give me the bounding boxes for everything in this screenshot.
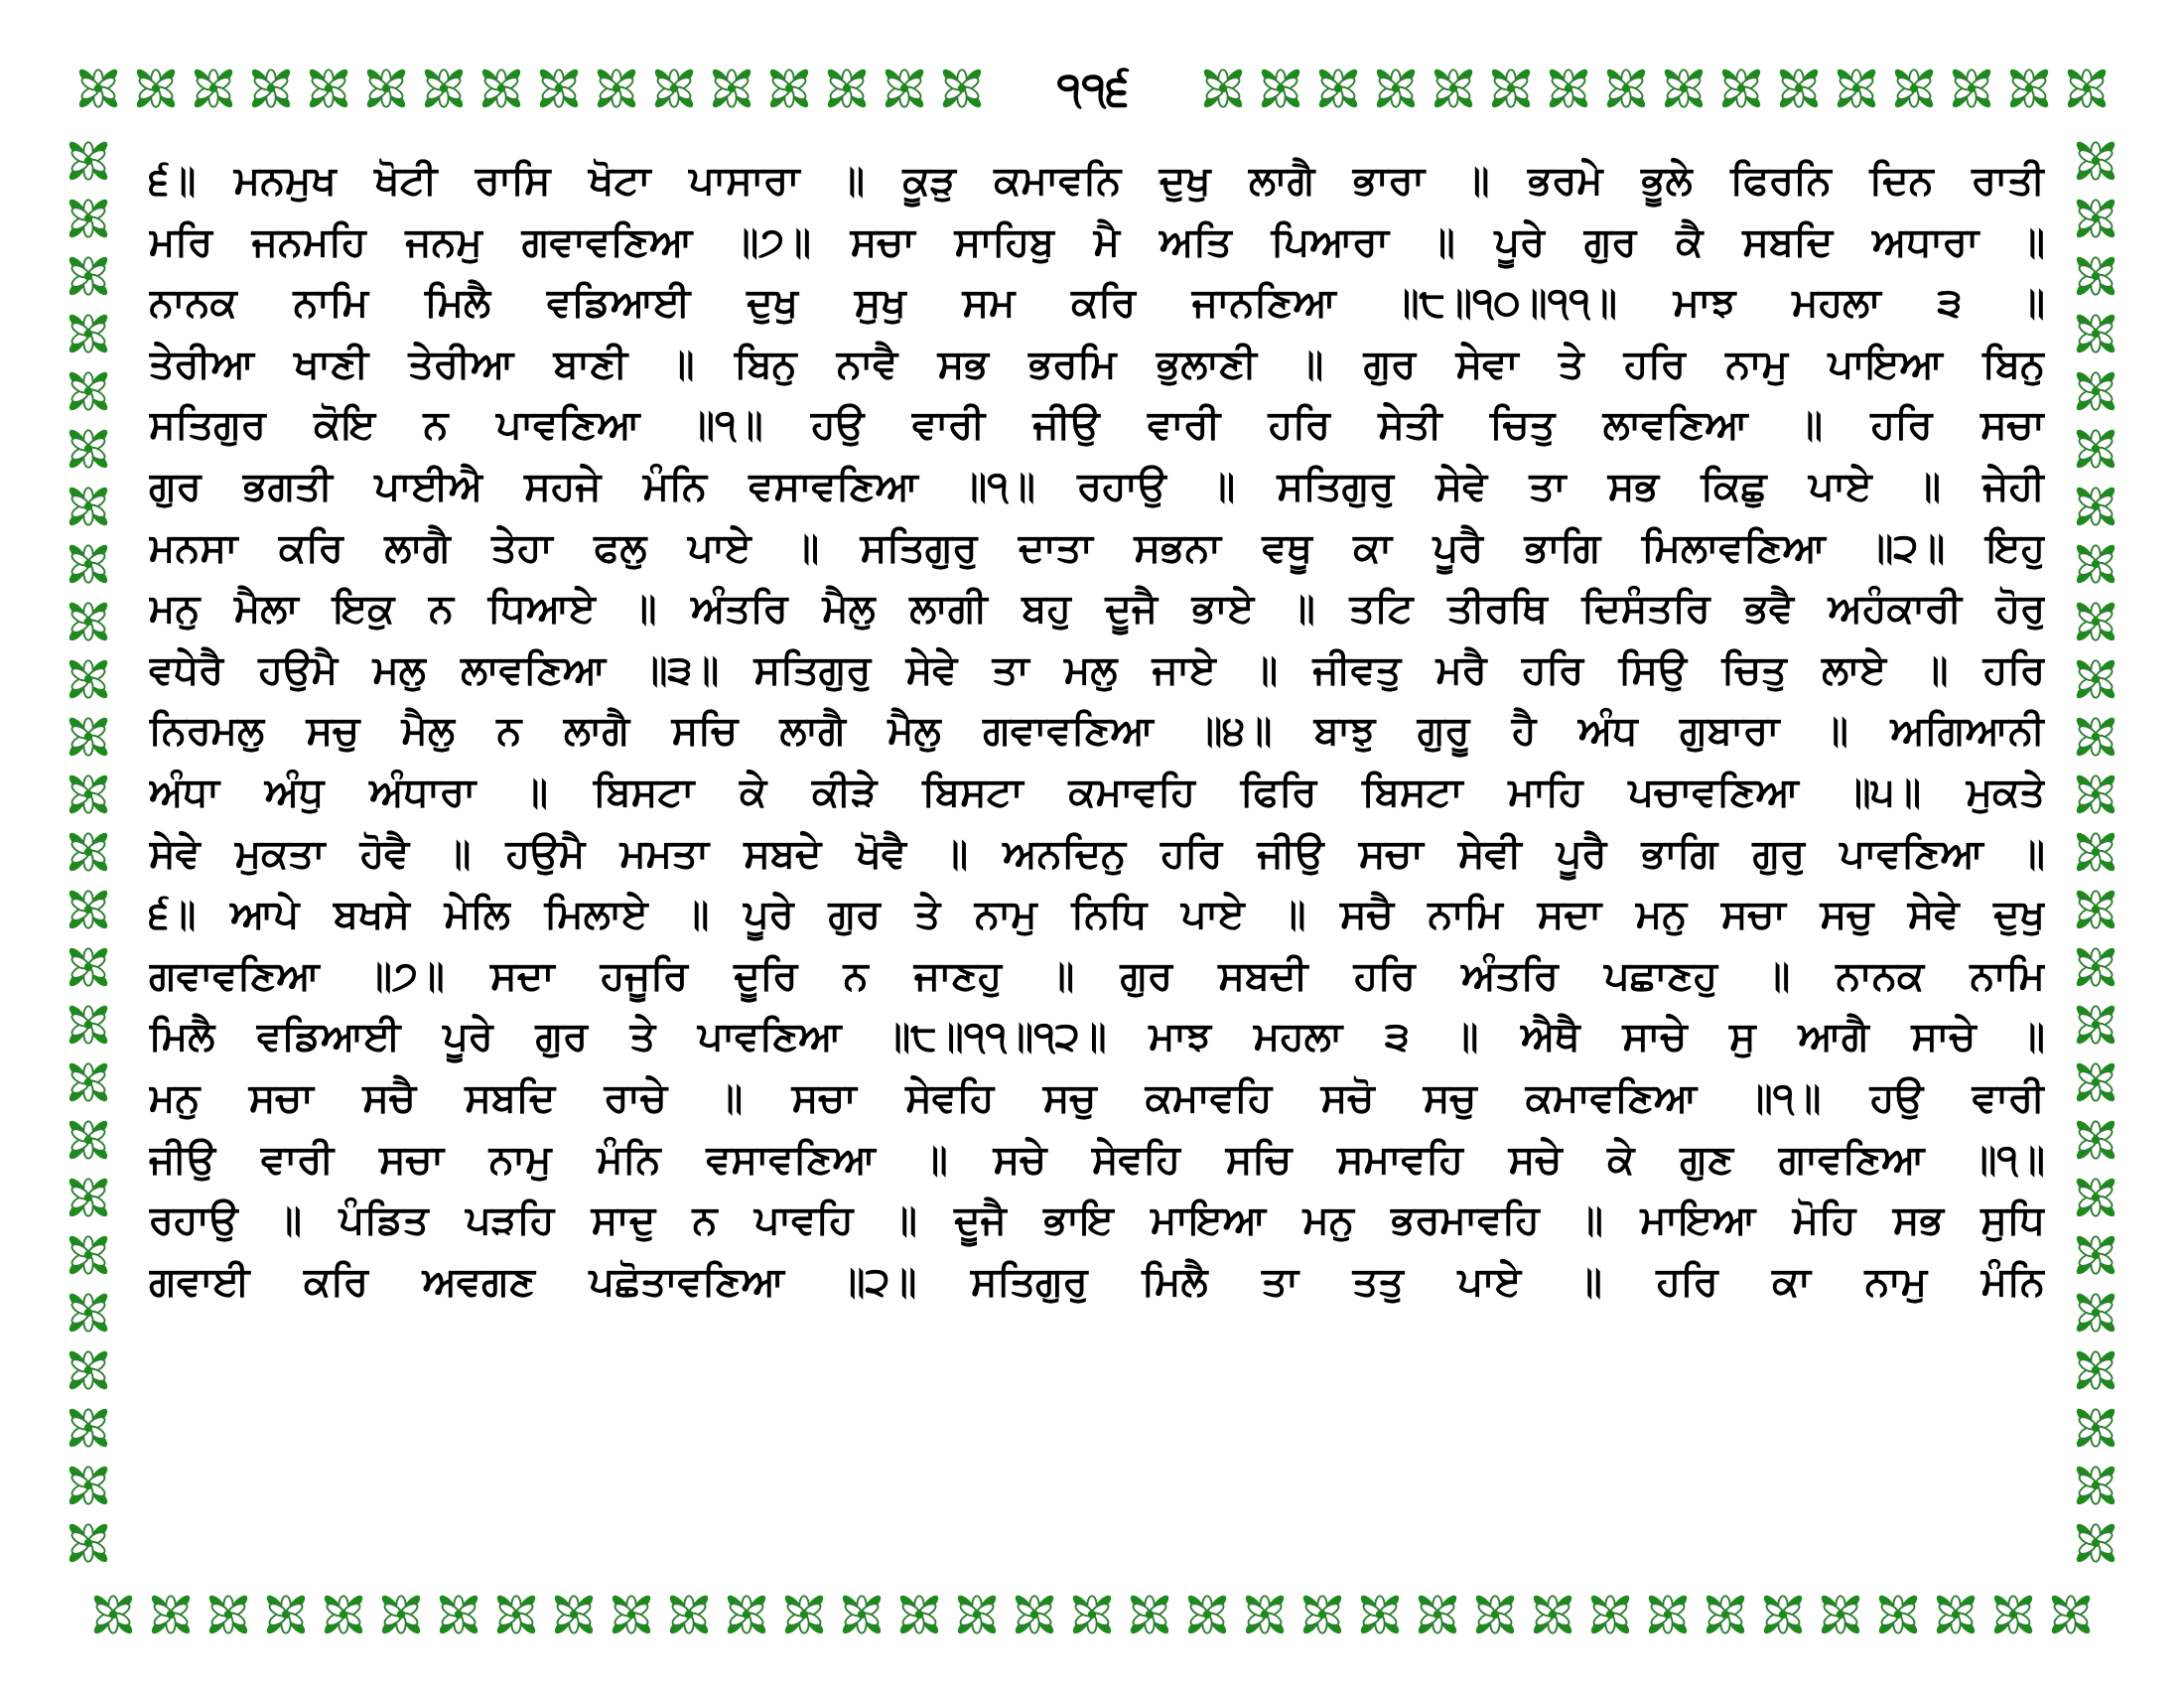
flower-icon	[2068, 1170, 2123, 1225]
text-line: ਸਤਿਗੁਰ ਕੋਇ ਨ ਪਾਵਣਿਆ ॥੧॥ ਹਉ ਵਾਰੀ ਜੀਉ ਵਾਰੀ ਹਰਿ ਸੇਤੀ ਚਿਤੁ ਲਾਵਣਿਆ ॥ ਹਰਿ ਸਚਾ	[149, 402, 2045, 449]
flower-icon	[2068, 1112, 2123, 1168]
flower-icon	[604, 1587, 659, 1642]
flower-icon	[1713, 61, 1769, 116]
flower-icon	[1064, 1587, 1120, 1642]
flower-icon	[243, 61, 299, 116]
flower-icon	[2068, 1055, 2123, 1110]
flower-icon	[1426, 61, 1481, 116]
flower-icon	[358, 61, 414, 116]
flower-icon	[2068, 1458, 2123, 1513]
flower-icon	[128, 61, 184, 116]
flower-icon	[834, 1587, 889, 1642]
flower-icon	[2068, 421, 2123, 477]
flower-icon	[2068, 651, 2123, 707]
flower-icon	[546, 1587, 602, 1642]
flower-icon	[474, 61, 529, 116]
flower-icon	[934, 61, 990, 116]
flower-icon	[877, 61, 932, 116]
text-line: ਮਰਿ ਜਨਮਹਿ ਜਨਮੁ ਗਵਾਵਣਿਆ ॥੭॥ ਸਚਾ ਸਾਹਿਬੁ ਮੈ ਅਤਿ ਪਿਆਰਾ ॥ ਪੂਰੇ ਗੁਰ ਕੈ ਸਬਦਿ ਅਧਾਰਾ ॥	[149, 218, 2045, 265]
flower-icon	[61, 191, 116, 246]
flower-icon	[1122, 1587, 1177, 1642]
flower-icon	[1179, 1587, 1235, 1642]
flower-icon	[186, 61, 241, 116]
flower-icon	[719, 1587, 774, 1642]
flower-icon	[61, 306, 116, 361]
flower-icon	[949, 1587, 1005, 1642]
flower-icon	[61, 1170, 116, 1225]
flower-icon	[2068, 1285, 2123, 1340]
text-line: ਗਵਾਈ ਕਰਿ ਅਵਗਣ ਪਛੋਤਾਵਣਿਆ ॥੨॥ ਸਤਿਗੁਰੁ ਮਿਲੈ ਤਾ ਤਤੁ ਪਾਏ ॥ ਹਰਿ ਕਾ ਨਾਮੁ ਮੰਨਿ	[149, 1258, 2045, 1305]
flower-icon	[61, 651, 116, 707]
flower-icon	[301, 61, 356, 116]
flower-icon	[61, 882, 116, 937]
flower-icon	[1640, 1587, 1696, 1642]
flower-icon	[61, 1515, 116, 1571]
flower-icon	[2068, 248, 2123, 304]
flower-icon	[61, 479, 116, 534]
flower-icon	[61, 133, 116, 189]
text-line: ਅੰਧਾ ਅੰਧੁ ਅੰਧਾਰਾ ॥ ਬਿਸਟਾ ਕੇ ਕੀੜੇ ਬਿਸਟਾ ਕਮਾਵਹਿ ਫਿਰਿ ਬਿਸਟਾ ਮਾਹਿ ਪਚਾਵਣਿਆ ॥੫॥ ਮੁਕਤੇ	[149, 769, 2045, 815]
flower-icon	[2068, 536, 2123, 592]
flower-icon	[61, 1055, 116, 1110]
flower-icon	[1813, 1587, 1868, 1642]
text-line: ਗਵਾਵਣਿਆ ॥੭॥ ਸਦਾ ਹਜੂਰਿ ਦੂਰਿ ਨ ਜਾਣਹੁ ॥ ਗੁਰ ਸਬਦੀ ਹਰਿ ਅੰਤਰਿ ਪਛਾਣਹੁ ॥ ਨਾਨਕ ਨਾਮਿ	[149, 952, 2045, 999]
text-line: ਨਿਰਮਲੁ ਸਚੁ ਮੈਲੁ ਨ ਲਾਗੈ ਸਚਿ ਲਾਗੈ ਮੈਲੁ ਗਵਾਵਣਿਆ ॥੪॥ ਬਾਝੁ ਗੁਰੂ ਹੈ ਅੰਧ ਗੁਬਾਰਾ ॥ ਅਗਿਆਨੀ	[149, 708, 2045, 755]
flower-icon	[704, 61, 759, 116]
flower-icon	[61, 594, 116, 649]
flower-icon	[61, 997, 116, 1053]
flower-icon	[761, 61, 817, 116]
flower-icon	[2068, 1515, 2123, 1571]
flower-icon	[1467, 1587, 1523, 1642]
flower-icon	[61, 824, 116, 880]
flower-icon	[1755, 1587, 1811, 1642]
flower-icon	[201, 1587, 256, 1642]
flower-icon	[1525, 1587, 1580, 1642]
flower-icon	[61, 1342, 116, 1398]
flower-icon	[1295, 1587, 1350, 1642]
flower-icon	[2068, 709, 2123, 765]
flower-icon	[1771, 61, 1827, 116]
border-right	[2065, 119, 2126, 1584]
flower-icon	[70, 61, 126, 116]
flower-icon	[819, 61, 875, 116]
flower-icon	[2068, 363, 2123, 419]
flower-icon	[2068, 1400, 2123, 1456]
flower-icon	[416, 61, 472, 116]
flower-icon	[61, 248, 116, 304]
flower-icon	[488, 1587, 544, 1642]
page-number: ੧੧੬	[1056, 62, 1130, 115]
flower-icon	[2059, 61, 2115, 116]
flower-icon	[1829, 61, 1884, 116]
flower-icon	[1483, 61, 1539, 116]
flower-icon	[316, 1587, 371, 1642]
text-line: ੬॥ ਆਪੇ ਬਖਸੇ ਮੇਲਿ ਮਿਲਾਏ ॥ ਪੂਰੇ ਗੁਰ ਤੇ ਨਾਮੁ ਨਿਧਿ ਪਾਏ ॥ ਸਚੈ ਨਾਮਿ ਸਦਾ ਮਨੁ ਸਚਾ ਸਚੁ ਸੇਵੇ ਦੁਖੁ	[149, 892, 2045, 938]
flower-icon	[1928, 1587, 1983, 1642]
border-bottom	[58, 1584, 2126, 1645]
flower-icon	[2068, 1227, 2123, 1283]
flower-icon	[85, 1587, 141, 1642]
flower-icon	[2001, 61, 2057, 116]
flower-icon	[2068, 939, 2123, 995]
flower-icon	[2068, 824, 2123, 880]
border-left	[58, 119, 119, 1584]
flower-icon	[61, 1458, 116, 1513]
flower-icon	[61, 1227, 116, 1283]
text-line: ਗੁਰ ਭਗਤੀ ਪਾਈਐ ਸਹਜੇ ਮੰਨਿ ਵਸਾਵਣਿਆ ॥੧॥ ਰਹਾਉ ॥ ਸਤਿਗੁਰੁ ਸੇਵੇ ਤਾ ਸਭ ਕਿਛੁ ਪਾਏ ॥ ਜੇਹੀ	[149, 463, 2045, 509]
flower-icon	[2068, 767, 2123, 822]
text-line: ਰਹਾਉ ॥ ਪੰਡਿਤ ਪੜਹਿ ਸਾਦੁ ਨ ਪਾਵਹਿ ॥ ਦੂਜੈ ਭਾਇ ਮਾਇਆ ਮਨੁ ਭਰਮਾਵਹਿ ॥ ਮਾਇਆ ਮੋਹਿ ਸਭ ਸੁਧਿ	[149, 1197, 2045, 1244]
text-line: ਜੀਉ ਵਾਰੀ ਸਚਾ ਨਾਮੁ ਮੰਨਿ ਵਸਾਵਣਿਆ ॥ ਸਚੇ ਸੇਵਹਿ ਸਚਿ ਸਮਾਵਹਿ ਸਚੇ ਕੇ ਗੁਣ ਗਾਵਣਿਆ ॥੧॥	[149, 1136, 2045, 1183]
flower-icon	[61, 1112, 116, 1168]
flower-icon	[61, 421, 116, 477]
border-top-left	[58, 58, 1003, 119]
border-top-right	[1183, 58, 2126, 119]
flower-icon	[373, 1587, 429, 1642]
text-line: ਤੇਰੀਆ ਖਾਣੀ ਤੇਰੀਆ ਬਾਣੀ ॥ ਬਿਨੁ ਨਾਵੈ ਸਭ ਭਰਮਿ ਭੁਲਾਣੀ ॥ ਗੁਰ ਸੇਵਾ ਤੇ ਹਰਿ ਨਾਮੁ ਪਾਇਆ ਬਿਨੁ	[149, 341, 2045, 387]
flower-icon	[891, 1587, 947, 1642]
flower-icon	[1886, 61, 1942, 116]
flower-icon	[2068, 479, 2123, 534]
text-line: ਮਨਸਾ ਕਰਿ ਲਾਗੈ ਤੇਹਾ ਫਲੁ ਪਾਏ ॥ ਸਤਿਗੁਰੁ ਦਾਤਾ ਸਭਨਾ ਵਥੂ ਕਾ ਪੂਰੈ ਭਾਗਿ ਮਿਲਾਵਣਿਆ ॥੨॥ ਇਹੁ	[149, 524, 2045, 571]
flower-icon	[258, 1587, 314, 1642]
text-line: ਸੇਵੇ ਮੁਕਤਾ ਹੋਵੈ ॥ ਹਉਮੈ ਮਮਤਾ ਸਬਦੇ ਖੋਵੈ ॥ ਅਨਦਿਨੁ ਹਰਿ ਜੀਉ ਸਚਾ ਸੇਵੀ ਪੂਰੈ ਭਾਗਿ ਗੁਰੁ ਪਾਵਣਿਆ ॥	[149, 830, 2045, 877]
text-line: ੬॥ ਮਨਮੁਖ ਖੋਟੀ ਰਾਸਿ ਖੋਟਾ ਪਾਸਾਰਾ ॥ ਕੂੜੁ ਕਮਾਵਨਿ ਦੁਖੁ ਲਾਗੈ ਭਾਰਾ ॥ ਭਰਮੇ ਭੂਲੇ ਫਿਰਨਿ ਦਿਨ ਰਾਤੀ	[149, 158, 2045, 204]
flower-icon	[2068, 133, 2123, 189]
flower-icon	[1253, 61, 1308, 116]
text-line: ਮਨੁ ਮੈਲਾ ਇਕੁ ਨ ਧਿਆਏ ॥ ਅੰਤਰਿ ਮੈਲੁ ਲਾਗੀ ਬਹੁ ਦੂਜੈ ਭਾਏ ॥ ਤਟਿ ਤੀਰਥਿ ਦਿਸੰਤਰਿ ਭਵੈ ਅਹੰਕਾਰੀ ਹੋਰੁ	[149, 586, 2045, 633]
flower-icon	[1237, 1587, 1293, 1642]
flower-icon	[646, 61, 702, 116]
flower-icon	[61, 1285, 116, 1340]
flower-icon	[1541, 61, 1596, 116]
flower-icon	[661, 1587, 717, 1642]
flower-icon	[2068, 306, 2123, 361]
flower-icon	[1598, 61, 1654, 116]
flower-icon	[1368, 61, 1424, 116]
flower-icon	[1870, 1587, 1926, 1642]
flower-icon	[1195, 61, 1251, 116]
text-line: ਵਧੇਰੈ ਹਉਮੈ ਮਲੁ ਲਾਵਣਿਆ ॥੩॥ ਸਤਿਗੁਰੁ ਸੇਵੇ ਤਾ ਮਲੁ ਜਾਏ ॥ ਜੀਵਤੁ ਮਰੈ ਹਰਿ ਸਿਉ ਚਿਤੁ ਲਾਏ ॥ ਹਰਿ	[149, 646, 2045, 693]
flower-icon	[61, 536, 116, 592]
flower-icon	[1352, 1587, 1408, 1642]
flower-icon	[776, 1587, 832, 1642]
flower-icon	[431, 1587, 486, 1642]
flower-icon	[1656, 61, 1711, 116]
flower-icon	[61, 939, 116, 995]
text-line: ਮਨੁ ਸਚਾ ਸਚੈ ਸਬਦਿ ਰਾਚੇ ॥ ਸਚਾ ਸੇਵਹਿ ਸਚੁ ਕਮਾਵਹਿ ਸਚੋ ਸਚੁ ਕਮਾਵਣਿਆ ॥੧॥ ਹਉ ਵਾਰੀ	[149, 1074, 2045, 1121]
flower-icon	[2043, 1587, 2099, 1642]
flower-icon	[589, 61, 644, 116]
flower-icon	[2068, 997, 2123, 1053]
flower-icon	[531, 61, 587, 116]
flower-icon	[1698, 1587, 1753, 1642]
flower-icon	[61, 363, 116, 419]
flower-icon	[2068, 191, 2123, 246]
flower-icon	[61, 709, 116, 765]
flower-icon	[2068, 882, 2123, 937]
flower-icon	[61, 1400, 116, 1456]
gurbani-text	[149, 151, 2045, 1571]
flower-icon	[2068, 1342, 2123, 1398]
text-line: ਨਾਨਕ ਨਾਮਿ ਮਿਲੈ ਵਡਿਆਈ ਦੁਖੁ ਸੁਖੁ ਸਮ ਕਰਿ ਜਾਨਣਿਆ ॥੮॥੧੦॥੧੧॥ ਮਾਝ ਮਹਲਾ ੩ ॥	[149, 280, 2045, 327]
flower-icon	[1310, 61, 1366, 116]
flower-icon	[1582, 1587, 1638, 1642]
text-line: ਮਿਲੈ ਵਡਿਆਈ ਪੂਰੇ ਗੁਰ ਤੇ ਪਾਵਣਿਆ ॥੮॥੧੧॥੧੨॥ ਮਾਝ ਮਹਲਾ ੩ ॥ ਐਥੈ ਸਾਚੇ ਸੁ ਆਗੈ ਸਾਚੇ ॥	[149, 1014, 2045, 1060]
flower-icon	[143, 1587, 199, 1642]
flower-icon	[1944, 61, 1999, 116]
flower-icon	[2068, 594, 2123, 649]
flower-icon	[1410, 1587, 1465, 1642]
flower-icon	[1985, 1587, 2041, 1642]
flower-icon	[61, 767, 116, 822]
flower-icon	[1007, 1587, 1062, 1642]
